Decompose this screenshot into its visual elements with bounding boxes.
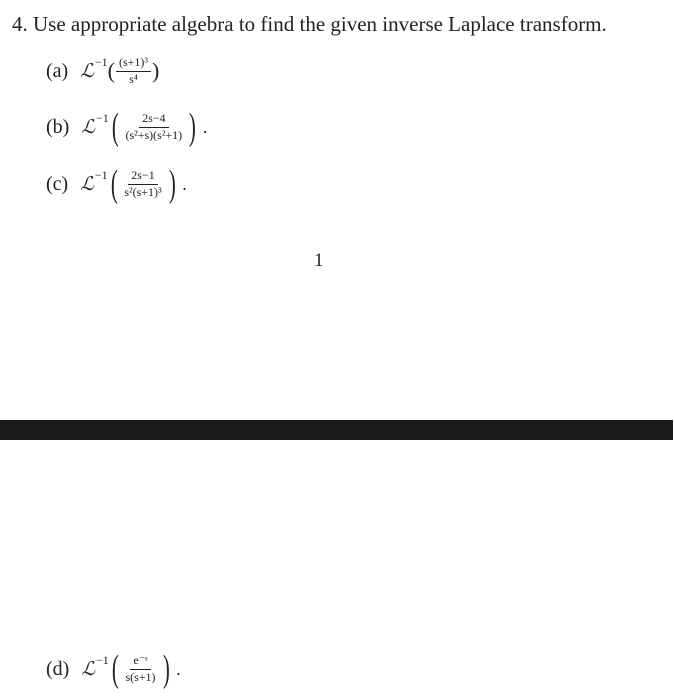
left-paren: ( <box>111 106 119 148</box>
part-b-trailing: . <box>202 116 208 137</box>
fraction-c-numerator: 2s−1 <box>128 169 157 185</box>
fraction-b <box>122 112 185 143</box>
page-separator-bar <box>0 420 673 440</box>
left-paren: ( <box>110 163 118 205</box>
right-paren: ) <box>162 648 170 690</box>
left-paren: ( <box>107 58 115 84</box>
page-number: 1 <box>314 250 324 271</box>
laplace-operator: ℒ <box>81 658 96 680</box>
part-a <box>46 56 163 87</box>
part-b <box>46 108 207 146</box>
operator-exponent: −1 <box>96 652 109 667</box>
operator-exponent: −1 <box>96 110 109 125</box>
part-d <box>46 650 181 688</box>
laplace-operator: ℒ <box>80 173 94 195</box>
operator-exponent: −1 <box>94 54 108 69</box>
fraction-d-numerator: e⁻ˢ <box>130 654 150 670</box>
question-text: 4. Use appropriate algebra to find the given inverse Laplace transform. <box>12 12 607 36</box>
fraction-b-numerator: 2s−4 <box>139 112 168 128</box>
part-c-trailing: . <box>182 173 187 194</box>
fraction-b-denominator: (s²+s)(s²+1) <box>125 127 183 142</box>
right-paren: ) <box>189 106 196 148</box>
part-c-label: (c) <box>46 172 69 195</box>
fraction-c <box>121 169 164 200</box>
part-c <box>46 165 187 203</box>
part-d-label: (d) <box>46 657 70 680</box>
fraction-d <box>122 654 158 685</box>
right-paren: ) <box>168 163 176 205</box>
part-b-label: (b) <box>46 115 70 138</box>
operator-exponent: −1 <box>94 167 108 182</box>
part-a-label: (a) <box>46 59 69 82</box>
part-d-trailing: . <box>176 658 181 679</box>
laplace-operator: ℒ <box>80 60 94 83</box>
fraction-d-denominator: s(s+1) <box>125 669 156 684</box>
fraction-a-numerator: (s+1)³ <box>116 56 151 72</box>
fraction-c-denominator: s²(s+1)³ <box>124 184 162 199</box>
left-paren: ( <box>111 648 119 690</box>
fraction-a-denominator: s⁴ <box>129 71 138 86</box>
fraction-a <box>116 56 151 87</box>
laplace-operator: ℒ <box>81 116 96 138</box>
right-paren: ) <box>152 58 160 84</box>
